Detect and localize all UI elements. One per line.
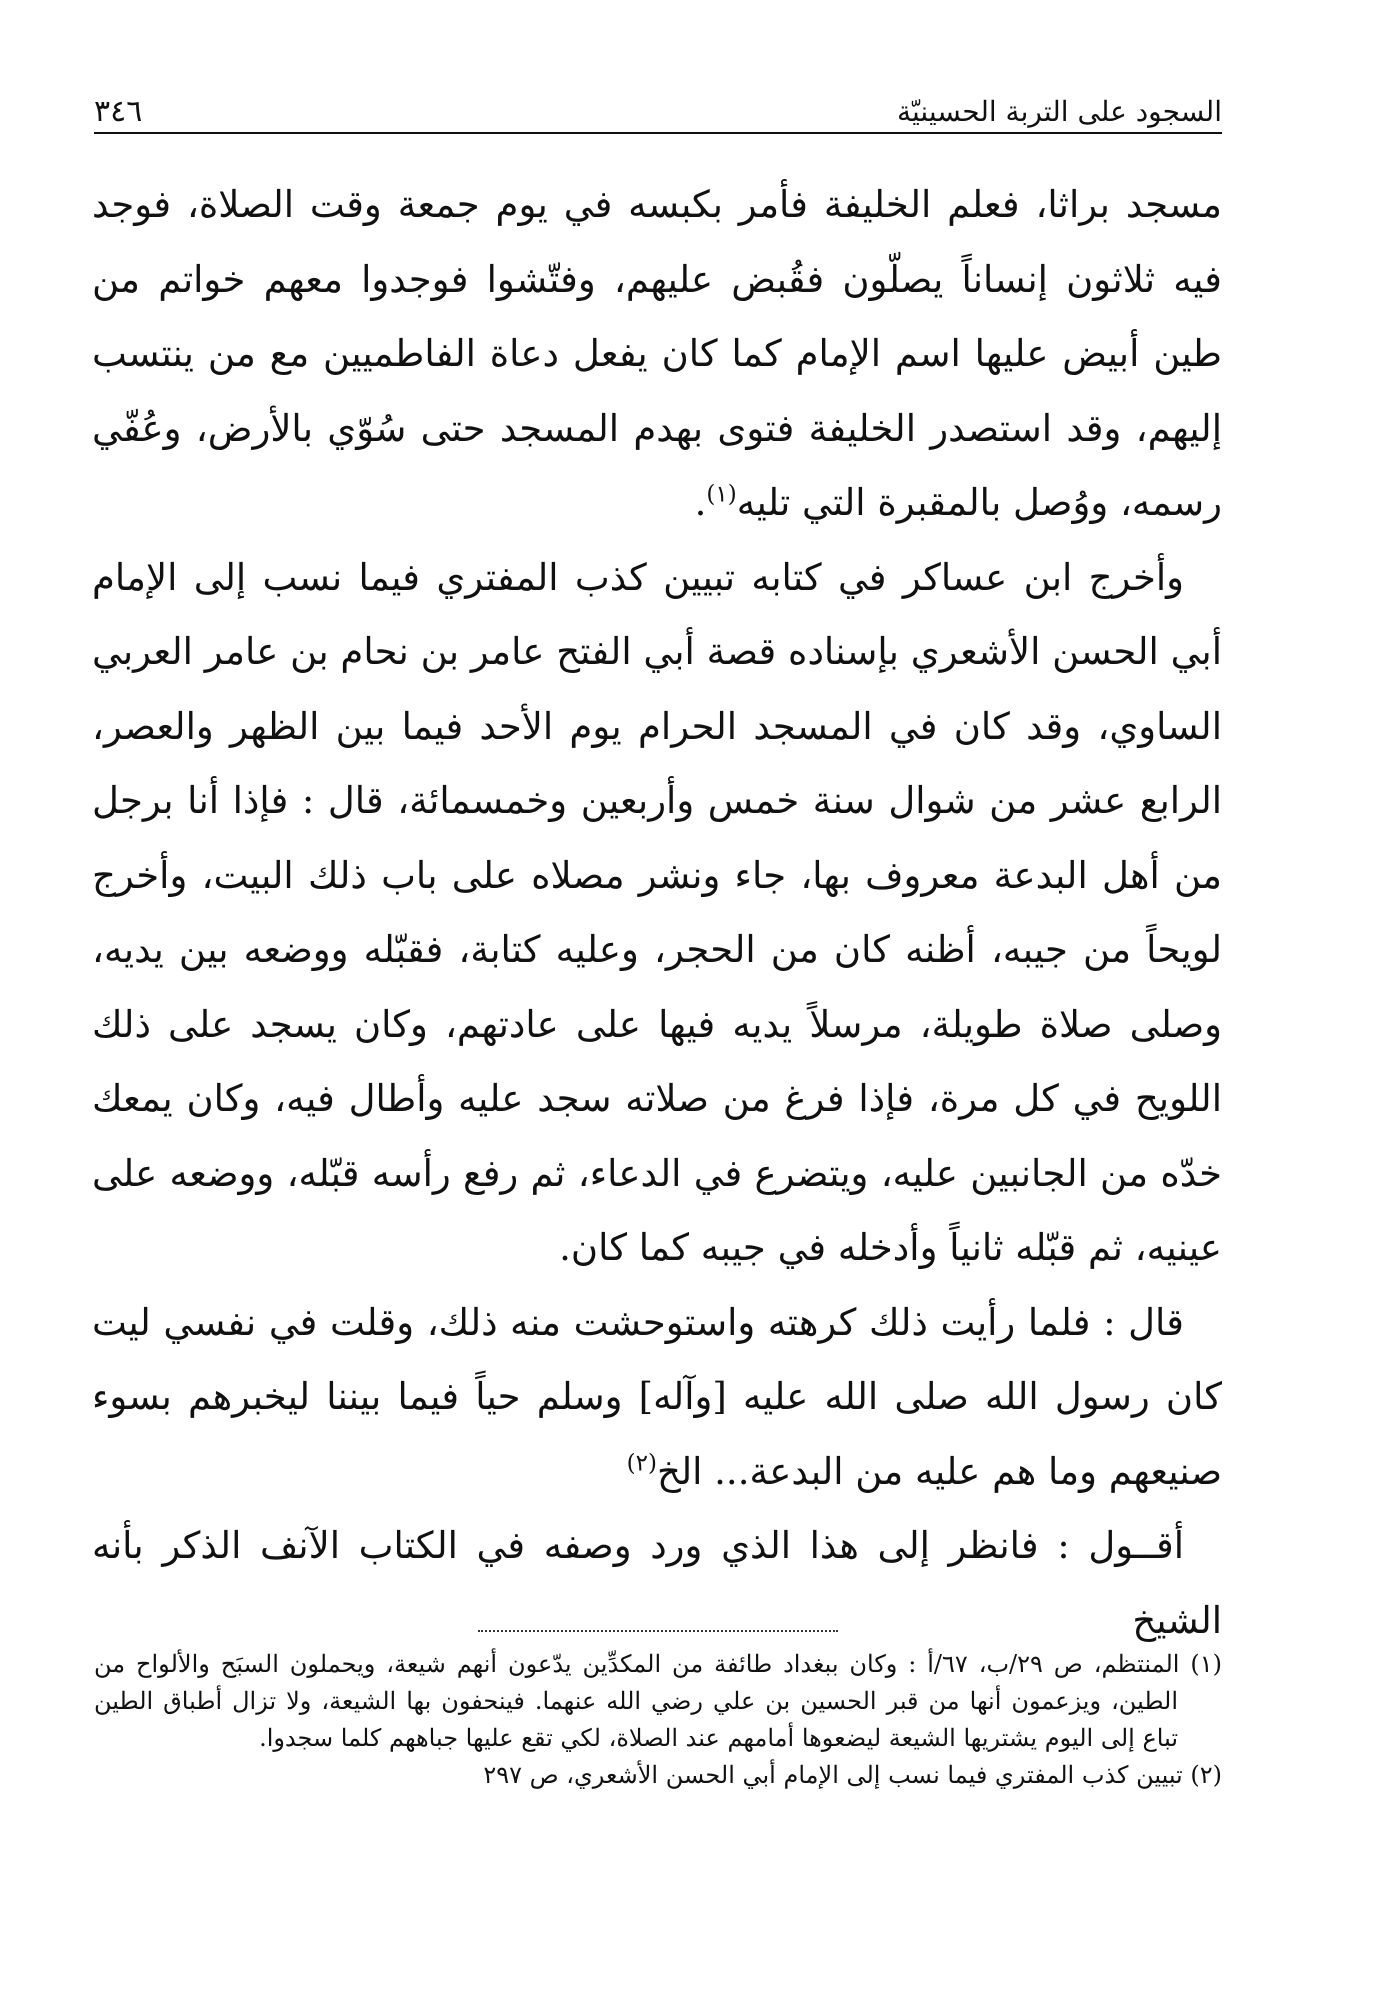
footnote-marker: (٢) (626, 1450, 657, 1477)
paragraph-text: قال : فلما رأيت ذلك كرهته واستوحشت منه ذلك، وقلت في نفسي ليت كان رسول الله صلى الله عليه [وآله] وسلم حياً فيما بيننا ليخبرهم بسوء صنيعهم وما هم عليه من البدعة... الخ (92, 1300, 1222, 1493)
footnote: (٢) تبيين كذب المفتري فيما نسب إلى الإمام أبي الحسن الأشعري، ص ٢٩٧ (483, 1761, 1222, 1789)
footnotes (94, 1630, 1222, 1794)
footnote: (١) المنتظم، ص ٢٩/ب، ٦٧/أ : وكان ببغداد طائفة من المكدِّين يدّعون أنهم شيعة، ويحملون السبَح والألواح من الطين، ويزعمون أنها من قبر الحسين بن علي رضي الله عنهما. فينحفون بها الشيعة، ولا تزال أطباق الطين تباع إلى اليوم يشتريها الشيعة ليضعوها أمامهم عند الصلاة، لكي تقع عليها جباههم كلما سجدوا. (94, 1650, 1222, 1752)
paragraph-text: أقــول : فانظر إلى هذا الذي ورد وصفه في الكتاب الآنف الذكر بأنه الشيخ (92, 1524, 1222, 1642)
paragraph-text: مسجد براثا، فعلم الخليفة فأمر بكبسه في يوم جمعة وقت الصلاة، فوجد فيه ثلاثون إنساناً يصلّون فقُبض عليهم، وفتّشوا فوجدوا معهم خواتم من طين أبيض عليها اسم الإمام كما كان يفعل دعاة الفاطميين مع من ينتسب إليهم، وقد استصدر الخليفة فتوى بهدم المسجد حتى سُوّي بالأرض، وعُفّي رسمه، ووُصل بالمقبرة التي تليه (92, 183, 1222, 524)
paragraph-tail: . (694, 481, 707, 524)
page-number: ٣٤٦ (94, 94, 143, 129)
paragraph (92, 1286, 1222, 1510)
footnote-separator (478, 1630, 838, 1632)
paragraph (92, 168, 1222, 541)
page-header (94, 86, 1222, 134)
paragraph-text: وأخرج ابن عساكر في كتابه تبيين كذب المفتري فيما نسب إلى الإمام أبي الحسن الأشعري بإسناده قصة أبي الفتح عامر بن نحام بن عامر العربي الساوي، وقد كان في المسجد الحرام يوم الأحد فيما بين الظهر والعصر، الرابع عشر من شوال سنة خمس وأربعين وخمسمائة، قال : فإذا أنا برجل من أهل البدعة معروف بها، جاء ونشر مصلاه على باب ذلك البيت، وأخرج لويحاً من جيبه، أظنه كان من الحجر، وعليه كتابة، فقبّله ووضعه بين يديه، وصلى صلاة طويلة، مرسلاً يديه فيها على عادتهم، وكان يسجد على ذلك اللويح في كل مرة، فإذا فرغ من صلاته سجد عليه وأطال فيه، وكان يمعك خدّه من الجانبين عليه، ويتضرع في الدعاء، ثم رفع رأسه قبّله، ووضعه على عينيه، ثم قبّله ثانياً وأدخله في جيبه كما كان. (92, 555, 1222, 1269)
footnote-marker: (١) (706, 481, 737, 508)
paragraph (92, 541, 1222, 1286)
running-title: السجود على التربة الحسينيّة (896, 95, 1222, 128)
main-text (92, 168, 1222, 1658)
